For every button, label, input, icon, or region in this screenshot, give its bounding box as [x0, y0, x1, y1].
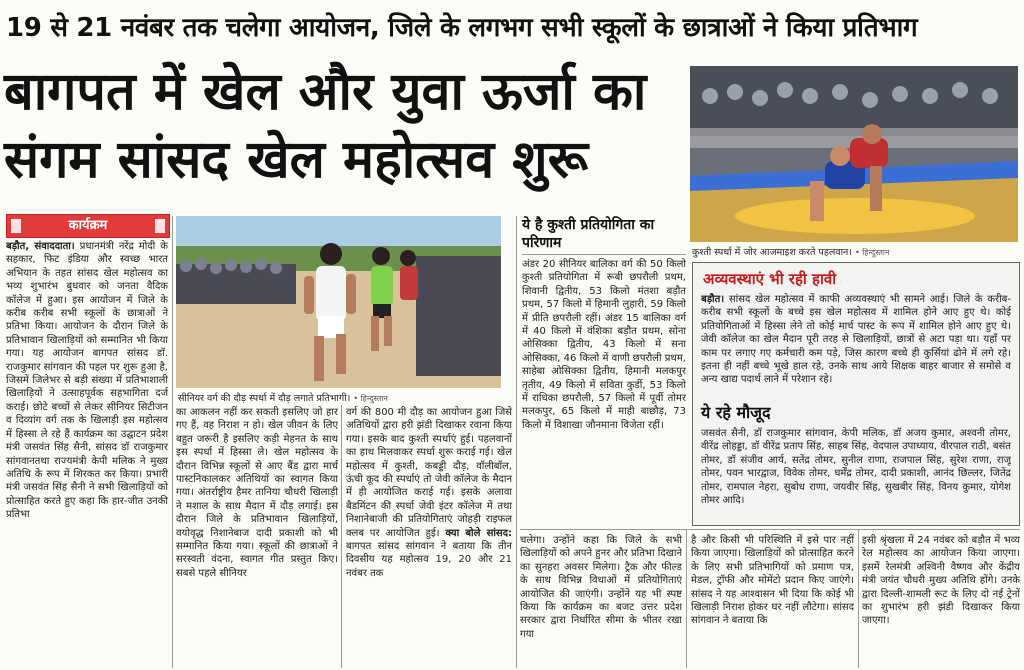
- dateline: बड़ौत।: [701, 294, 725, 305]
- race-photo: [176, 216, 501, 388]
- article-column-3: [346, 406, 512, 668]
- main-headline: [4, 58, 694, 194]
- caption-source: • हिन्दुस्तान: [854, 248, 890, 257]
- column-divider: [516, 216, 517, 668]
- subhead-mp-said: क्या बोले सांसद:: [445, 527, 512, 539]
- section-rule: [520, 529, 1020, 530]
- article-column-3-text: वर्ग की 800 मी दौड़ का आयोजन हुआ जिसे अतिथियों द्वारा हरी झंडी दिखाकर रवाना किया गया। इसके बाद कुश्ती स्पर्धाएं हुई। पहलवानों का हाथ मिलवाकर स्पर्धा शुरू कराई गई। खेल महोत्सव में कुश्ती, कबड्डी दौड़, वॉलीबॉल, ऊंची कूद की स्पर्धाएं तो जेवी कॉलेज के मैदान में ही आयोजित कराई गई। इसके अलावा बैडमिंटन की स्पर्धा जेवी इंटर कॉलेज में तथा निशानेबाजी की प्रतियोगिताएं जोहड़ी राइफल क्लब पर आयोजित हुई।: [346, 407, 512, 539]
- article-column-3-text-b: बागपत सांसद सांगवान ने बताया कि तीन दिवसीय यह महोत्सव 19, 20 और 21 नवंबर तक: [346, 541, 512, 579]
- article-column-4: चलेगा। उन्होंने कहा कि जिले के सभी खिलाड़ियों को अपने हुनर और प्रतिभा दिखाने का सुनहरा अवसर मिलेगा। ट्रैक और फील्ड के साथ विभिन्न विधाओं में प्रतियोगिताएं आयोजित की जाएंगी। उन्होंने यह भी स्पष्ट किया कि कार्यक्रम का बजट उत्तर प्रदेश सरकार द्वारा निर्धारित सीमा के भीतर रखा गया: [520, 535, 682, 640]
- headline-line-2: संगम सांसद खेल महोत्सव शुरू: [4, 130, 588, 190]
- caption-text: कुश्ती स्पर्धा में जोर आजमाइश करते पहलवान।: [692, 247, 852, 258]
- article-column-1: बड़ौत, संवाददाता। प्रधानमंत्री नरेंद्र मोदी के सहकार, फिट इंडिया और स्वच्छ भारत अभियान के तहत सांसद खेल महोत्सव का भव्य शुभारंभ बुधवार को जनता वैदिक कॉलेज में हुआ। इस आयोजन में जिले के करीब करीब सभी स्कूलों के छात्राओं ने प्रतिभा किया। आयोजन के दौरान जिले के प्रतिभावान खिलाड़ियों को सम्मानित भी किया गया। यह आयोजन बागपत सांसद डॉ. राजकुमार सांगवान की पहल पर शुरू हुआ है, जिसमें जिलेभर से बड़ी संख्या में प्रतिभाशाली खिलाड़ियों ने उत्साहपूर्वक सहभागिता दर्ज कराई। छोटे बच्चों से लेकर सीनियर सिटीजन व दिव्यांग वर्ग तक के खिलाड़ी इस महोत्सव में हिस्सा ले रहे हैं कार्यक्रम का उद्घाटन प्रदेश मंत्री जसवंत सिंह सैनी, सांसद डॉ राजकुमार सांगवानतथा राज्यमंत्री केपी मलिक ने मुख्य अतिथि के रूप में शिरकत कर किया। प्रभारी मंत्री जसवंत सिंह सैनी ने सभी खिलाड़ियों को प्रोत्साहित करते हुए कहा कि हार-जीत उनकी प्रतिभा: [6, 241, 168, 521]
- wrestling-photo-caption: [692, 245, 889, 258]
- wrestling-results-box: [522, 216, 686, 528]
- section-tag-label: कार्यक्रम: [68, 218, 108, 233]
- kicker-headline: 19 से 21 नवंबर तक चलेगा आयोजन, जिले के लगभग सभी स्कूलों के छात्राओं ने किया प्रतिभाग: [6, 13, 918, 43]
- mismanagement-box: [692, 262, 1020, 526]
- wrestling-results-text: अंडर 20 सीनियर बालिका वर्ग की 50 किलो कुश्ती प्रतियोगिता में रूबी छपरौली प्रथम, शिवानी द्वितीय, 53 किलो मंतशा बड़ौत प्रथम, 57 किलो में हिमानी लुहारी, 59 किलो में प्रीति छपरौली रहीं। अंडर 15 बालिका वर्ग में 40 किलो में वंशिका बड़ौत प्रथम, सोना ओसिक्का द्वितीय, 43 किलो में सना ओसिक्का, 46 किलो में वाणी छपरौली प्रथम, साहेबा ओसिक्का द्वितीय, हिमानी मलकपुर तृतीय, 49 किलो में सविता कुर्डी, 53 किलो में राधिका छपरौली, 57 किलो में पूर्वी तोमर मलकपुर, 65 किलो में माही बाछौड़, 73 किलो में विशाखा जौनमाना विजेता रहीं।: [522, 259, 686, 431]
- mismanagement-text: [701, 293, 1011, 399]
- race-photo-caption: [178, 391, 388, 404]
- wrestling-results-title: ये है कुश्ती प्रतियोगिता का परिणाम: [522, 217, 655, 251]
- section-tag: [6, 214, 170, 238]
- column-divider: [341, 405, 342, 668]
- headline-line-1: बागपत में खेल और युवा ऊर्जा का: [4, 62, 647, 122]
- present-text: जसवंत सैनी, डॉ राजकुमार सांगवान, केपी मलिक, डॉ अजय कुमार, अश्वनी तोमर, वीरेंद्र लोहड्डा, डॉ वीरेंद्र प्रताप सिंह, साहब सिंह, वेदपाल उपाध्याय, वीरपाल राठी, बसंत तोमर, डॉ संजीव आर्य, सतेंद्र तोमर, सुनील राणा, राजपाल सिंह, सुरेश राणा, राजू तोमर, पवन भारद्वाज, विवेक तोमर, धर्मेंद्र तोमर, दादी प्रकाशी, आनंद छिल्लर, जितेंद्र तोमर, रामपाल नेहरा, सुबोध राणा, जयवीर सिंह, सुखबीर सिंह, विनय कुमार, योगेश तोमर आदि।: [701, 428, 1011, 507]
- article-column-2: का आकलन नहीं कर सकती इसलिए जो हार गए हैं, वह निराश न हो। खेल जीवन के लिए बहुत जरूरी है इसलिए कड़ी मेहनत के साथ इस स्पर्धा में हिस्सा ले। खेल महोत्सव के दौरान विभिन्न स्कूलों से आए बैंड द्वारा मार्च पास्टनिकालकर अतिथियों का स्वागत किया गया। अंतर्राष्ट्रीय हैमर तानिया चौधरी खिलाड़ी ने मशाल के साथ मैदान में दौड़ लगाई। इस दौरान जिले के प्रतिभावान खिलाड़ियों, वयोवृद्ध निशानेबाज दादी प्रकाशी को भी सम्मानित किया गया। स्कूलों की छात्राओं ने सरस्वती वंदना, स्वागत गीत प्रस्तुत किए। सबसे पहले सीनियर: [176, 407, 338, 579]
- column-divider: [686, 530, 687, 668]
- title-rule: [522, 254, 686, 255]
- caption-text: सीनियर वर्ग की दौड़ स्पर्धा में दौड़ लगाते प्रतिभागी।: [178, 393, 351, 404]
- mismanagement-title: अव्यवस्थाएं भी रही हावी: [703, 270, 837, 288]
- article-column-6: इसी श्रृंखला में 24 नवंबर को बड़ौत में भव्य रेल महोत्सव का आयोजन किया जाएगा। इसमें रेलमंत्री अश्विनी वैष्णव और केंद्रीय मंत्री जयंत चौधरी मुख्य अतिथि होंगे। उनके द्वारा दिल्ली-शामली रूट के लिए दो नई ट्रेनों का शुभारंभ हरी झंडी दिखाकर किया जाएगा।: [862, 535, 1020, 627]
- article-column-5: है और किसी भी परिस्थिति में इसे पार नहीं किया जाएगा। खिलाड़ियों को प्रोत्साहित करने के लिए सभी प्रतिभागियों को प्रमाण पत्र, मेडल, ट्रॉफी और मोमेंटो प्रदान किए जाएंगे। सांसद ने यह आश्वासन भी दिया कि कोई भी खिलाड़ी निराश होकर घर नहीं लौटेगा। सांसद सांगवान ने बताया कि: [691, 535, 854, 627]
- present-title: ये रहे मौजूद: [701, 403, 771, 422]
- mismanagement-body: सांसद खेल महोत्सव में काफी अव्यवस्थाएं भी सामने आई। जिले के करीब-करीब सभी स्कूलों के बच्चे इस खेल महोत्सव में शामिल होने आए हुए थे। कोई प्रतियोगिताओं में हिस्सा लेने तो कोई मार्च पास्ट के रूप में शामिल होने आए हुए थे। जेवी कॉलेज का खेल मैदान पूरी तरह से खिलाड़ियों, छात्रों से अटा पड़ा था। यहाँ पर काम पर लगाए गए कर्मचारी कम पड़े, जिस कारण बच्चे ही कुर्सियां ढोने में लगे रहे। इतना ही नहीं बच्चे भूखे हाल रहे, उनके साथ आये शिक्षक बाहर बाजार से समोसे व अन्य खाद्य पदार्थ लाने में परेशान रहे।: [701, 294, 1011, 386]
- column-divider: [858, 530, 859, 668]
- caption-source: • हिन्दुस्तान: [353, 394, 388, 403]
- column-divider: [172, 216, 173, 668]
- wrestling-photo: [690, 66, 1018, 242]
